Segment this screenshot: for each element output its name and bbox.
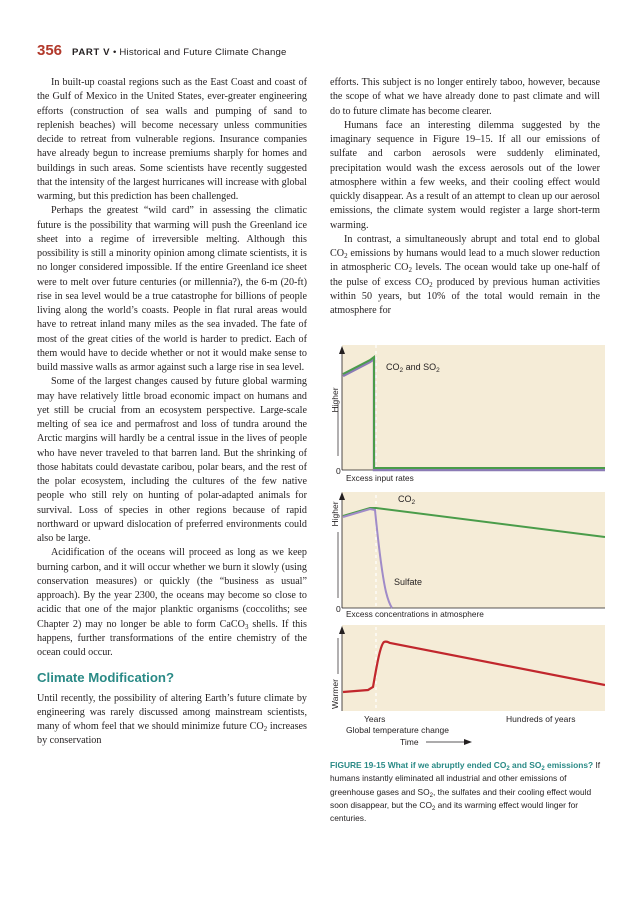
paragraph: Until recently, the possibility of altering Earth’s future climate by engineering was rarely discussed among mainstream scientists, many of whom feel that we should minimize future $CO_2$ increases by conservation: [37, 692, 307, 747]
page-header: [37, 42, 287, 64]
left-column: [37, 76, 307, 749]
caption-body: If humans instantly eliminated all industrial and other emissions of greenhouse gases and $SO_2$, the sulfates and their cooling effect would soon disappear, but the $CO_2$ and its warming effect would linger for centuries.: [330, 760, 601, 824]
panel-1-series-label: $CO_2$ and $SO_2$: [386, 362, 440, 374]
panel-1-zero: 0: [336, 466, 341, 476]
figure-graphic: [330, 340, 605, 760]
panel-3-xlabel: Global temperature change: [346, 725, 450, 735]
x-label-years: Years: [364, 714, 386, 724]
paragraph: Acidification of the oceans will proceed as long as we keep burning carbon, and it will occur whether we burn it slowly (using conservation measures) or quickly (the “business as usual” approach). By the year 2300, the oceans may become so close to acidic that one of the major planktic organisms (coccoliths; see Chapter 2) may no longer be able to form CaCO$_3$ shells. If this happens, further transformations of the entire chemistry of the ocean could occur.: [37, 547, 308, 658]
panel-2-xlabel: Excess concentrations in atmosphere: [346, 609, 484, 619]
panel-3-background: [342, 625, 605, 711]
paragraph: In contrast, a simultaneously abrupt and total end to global $CO_2$ emissions by humans would lead to a much slower reduction in atmospheric $CO_2$ levels. The ocean would take up one-half of the pulse of excess $CO_2$ produced by previous human activities within 50 years, but 10% of the total would remain in the atmosphere for: [330, 233, 600, 316]
x-label-hundreds: Hundreds of years: [506, 714, 576, 724]
section-heading: Climate Modification?: [37, 670, 175, 686]
right-column: [330, 76, 600, 318]
part-title: Historical and Future Climate Change: [119, 47, 287, 58]
figure-caption: [330, 759, 605, 825]
time-label: Time: [400, 737, 419, 747]
panel-3-ylabel: Warmer: [330, 679, 340, 709]
part-label: PART V: [72, 47, 111, 58]
paragraph: Some of the largest changes caused by future global warming may have relatively little broad economic impact on humans and yet still be crucial from an ecosystem perspective. Large-scale melting of sea ice and permafrost and loss of tundra around the Arctic margins will hardly be a central issue in the lives of people who have never traveled to that barren land. But the shrinking of those habitats could devastate caribou, polar bears, and the rest of the polar ecosystem, including the cultures of the few native people who still rely on hunting of polar-adapted animals for survival. Loss of species in other regions because of rapid northward or upward dislocation of preferred environments could also be large.: [37, 376, 307, 544]
panel-2-zero: 0: [336, 604, 341, 614]
panel-1-background: [342, 345, 605, 470]
separator: •: [112, 47, 117, 58]
page-number: 356: [37, 42, 63, 59]
panel-2-sulfate-label: Sulfate: [394, 577, 423, 587]
caption-title: What if we abruptly ended $CO_2$ and $SO_2$ emissions?: [387, 760, 594, 772]
figure-19-15: [330, 340, 600, 760]
panel-2-co2-label: $CO_2$: [398, 494, 416, 506]
paragraph: Perhaps the greatest “wild card” in assessing the climatic future is the possibility that warming will push the Greenland ice sheet into a regime of irreversible melting. Although this possibility is still a minority opinion among climate scientists, it is no longer considered impossible. If the entire Greenland ice sheet were to melt over future centuries (or millennia?), the 6-m (20-ft) rise in sea level would be a true catastrophe for billions of people living along the world’s coasts. People in flat rural areas would have to retreat inland many miles as the sea invaded. The fate of most of the great cities of the world is harder to predict. Each of them would have to decide whether or not it would make sense to build massive walls as armor against such a large rise in sea level.: [37, 205, 307, 373]
running-head: [72, 47, 287, 58]
caption-label: FIGURE 19-15: [330, 760, 386, 770]
panel-2-ylabel: Higher: [330, 501, 340, 527]
paragraph: In built-up coastal regions such as the East Coast and coast of the Gulf of Mexico in the United States, ever-greater engineering efforts (construction of sea walls and pumping of sand to replenish beaches) will become necessary unless communities decide to retreat from vulnerable regions. Insurance companies have already begun to increase premiums sharply for homes and buildings in such areas. Some scientists have recently suggested that the intensity of the largest hurricanes will increase with global warming, but this prediction has been challenged.: [37, 77, 307, 202]
panel-1-xlabel: Excess input rates: [346, 473, 414, 483]
paragraph: efforts. This subject is no longer entirely taboo, however, because the scope of what we have already done to past climate and will do to future climate has become clearer.: [330, 77, 600, 117]
paragraph: Humans face an interesting dilemma suggested by the imaginary sequence in Figure 19–15. If all our emissions of sulfate and carbon aerosols were suddenly eliminated, precipitation would wash the excess aerosols out of the lower atmosphere within a few weeks, and their cooling effect would quickly disappear. As a result of an attempt to clean up our aerosol emissions, the climate system would register a large short-term warming.: [330, 119, 600, 231]
panel-1-ylabel: Higher: [330, 387, 340, 413]
time-arrow-icon: [464, 739, 472, 745]
